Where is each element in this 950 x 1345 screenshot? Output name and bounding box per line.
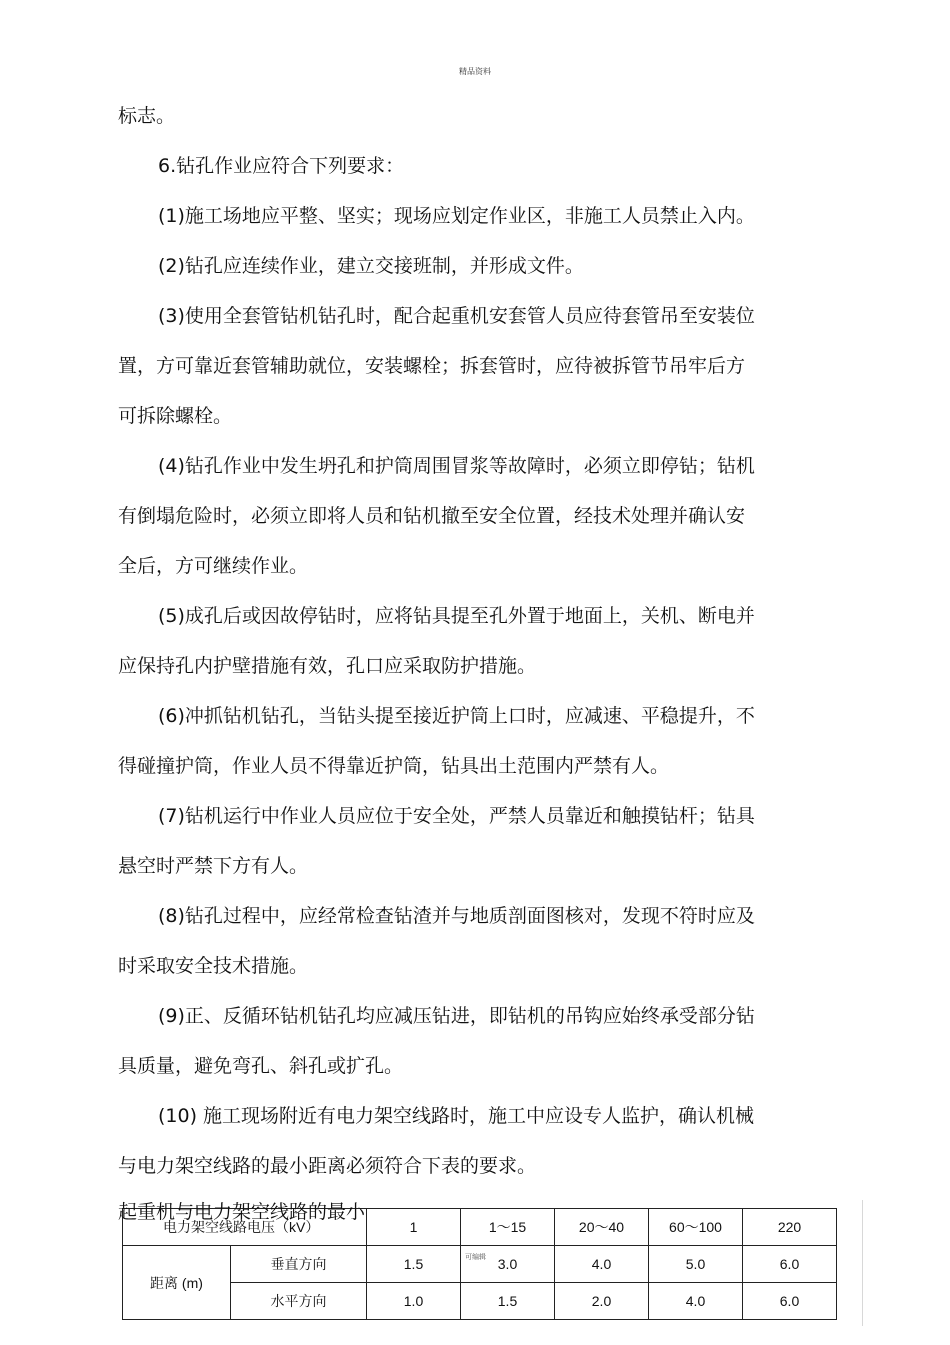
table-cell: 1.5 bbox=[367, 1246, 461, 1283]
text-line: 标志。 bbox=[118, 105, 176, 127]
table-cell: 6.0 bbox=[743, 1246, 837, 1283]
text-line: 具质量，避免弯孔、斜孔或扩孔。 bbox=[118, 1055, 404, 1077]
text-line: (6)冲抓钻机钻孔，当钻头提至接近护筒上口时，应减速、平稳提升，不 bbox=[158, 705, 755, 727]
table-cell-with-mark bbox=[461, 1246, 555, 1283]
voltage-cell: 220 bbox=[743, 1209, 837, 1246]
text-line: 应保持孔内护壁措施有效，孔口应采取防护措施。 bbox=[118, 655, 537, 677]
section-heading: 6.钻孔作业应符合下列要求： bbox=[158, 155, 405, 177]
table-cell: 1.0 bbox=[367, 1283, 461, 1320]
table-cell: 4.0 bbox=[649, 1283, 743, 1320]
text-line: 得碰撞护筒，作业人员不得靠近护筒，钻具出土范围内严禁有人。 bbox=[118, 755, 670, 777]
text-line: (5)成孔后或因故停钻时，应将钻具提至孔外置于地面上，关机、断电并 bbox=[158, 605, 755, 627]
text-line: 有倒塌危险时，必须立即将人员和钻机撤至安全位置，经技术处理并确认安 bbox=[118, 505, 746, 527]
page-header: 精品资料 bbox=[459, 67, 491, 76]
table-row bbox=[123, 1246, 837, 1283]
clearance-table-wrapper bbox=[122, 1208, 837, 1320]
text-line: 悬空时严禁下方有人。 bbox=[118, 855, 309, 877]
edit-mark: 可编辑 bbox=[465, 1254, 486, 1261]
table-cell: 1.5 bbox=[461, 1283, 555, 1320]
text-line: 置，方可靠近套管辅助就位，安装螺栓；拆套管时，应待被拆管节吊牢后方 bbox=[118, 355, 746, 377]
text-line: (4)钻孔作业中发生坍孔和护筒周围冒浆等故障时，必须立即停钻；钻机 bbox=[158, 455, 755, 477]
voltage-cell: 20～40 bbox=[555, 1209, 649, 1246]
voltage-cell: 1 bbox=[367, 1209, 461, 1246]
voltage-cell: 60～100 bbox=[649, 1209, 743, 1246]
table-cell: 2.0 bbox=[555, 1283, 649, 1320]
text-line: 可拆除螺栓。 bbox=[118, 405, 233, 427]
text-line: (7)钻机运行中作业人员应位于安全处，严禁人员靠近和触摸钻杆；钻具 bbox=[158, 805, 755, 827]
text-line: (3)使用全套管钻机钻孔时，配合起重机安套管人员应待套管吊至安装位 bbox=[158, 305, 755, 327]
row-label-horizontal: 水平方向 bbox=[231, 1283, 367, 1320]
text-line: (9)正、反循环钻机钻孔均应减压钻进，即钻机的吊钩应始终承受部分钻 bbox=[158, 1005, 755, 1027]
table-cell-value: 3.0 bbox=[497, 1256, 518, 1272]
text-line: 与电力架空线路的最小距离必须符合下表的要求。 bbox=[118, 1155, 537, 1177]
text-line: (1)施工场地应平整、坚实；现场应划定作业区，非施工人员禁止入内。 bbox=[158, 205, 755, 227]
text-line: (10) 施工现场附近有电力架空线路时，施工中应设专人监护，确认机械 bbox=[158, 1105, 755, 1127]
text-line: (2)钻孔应连续作业，建立交接班制，并形成文件。 bbox=[158, 255, 584, 277]
table-row bbox=[123, 1283, 837, 1320]
distance-group-label: 距离 (m) bbox=[123, 1246, 231, 1320]
text-line: 全后，方可继续作业。 bbox=[118, 555, 309, 577]
text-line: 时采取安全技术措施。 bbox=[118, 955, 309, 977]
table-cell: 6.0 bbox=[743, 1283, 837, 1320]
table-cell: 4.0 bbox=[555, 1246, 649, 1283]
page-edge-rule bbox=[862, 1200, 863, 1326]
text-line: (8)钻孔过程中，应经常检查钻渣并与地质剖面图核对，发现不符时应及 bbox=[158, 905, 755, 927]
clearance-table bbox=[122, 1208, 837, 1320]
table-cell: 5.0 bbox=[649, 1246, 743, 1283]
table-caption: 起重机与电力架空线路的最小 bbox=[118, 1201, 366, 1223]
voltage-cell: 1～15 bbox=[461, 1209, 555, 1246]
row-label-vertical: 垂直方向 bbox=[231, 1246, 367, 1283]
voltage-header-label: 电力架空线路电压（kV） bbox=[123, 1209, 367, 1246]
